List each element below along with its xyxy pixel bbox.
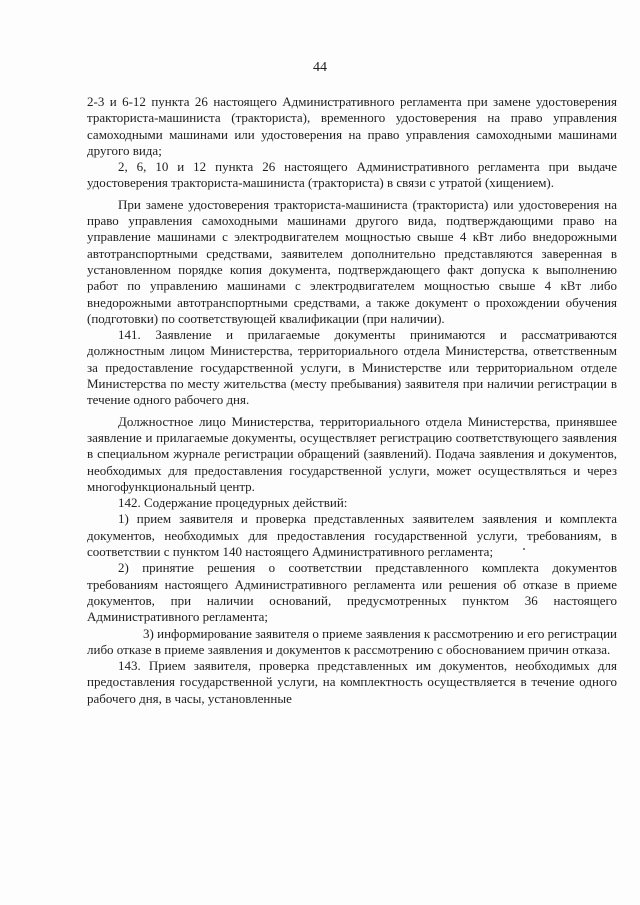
paragraph-142-item-1: 1) прием заявителя и проверка представленных заявителем заявления и комплекта документов, необходимых для предоставления государственной услуги, требованиям, в соответствии с пунктом 140 настоящего Административного регламента; [87,511,617,560]
scan-speck [523,548,525,550]
document-body [87,94,617,707]
page-number: 44 [313,60,327,75]
paragraph-142-item-2: 2) принятие решения о соответствии представленного комплекта документов требованиям настоящего Административного регламента или решения об отказе в приеме документов, при наличии оснований, предусмотренных пунктом 36 настоящего Административного регламента; [87,560,617,625]
paragraph-items-2-6-10-12: 2, 6, 10 и 12 пункта 26 настоящего Административного регламента при выдаче удостоверения тракториста-машиниста (тракториста) в связи с утратой (хищением). [87,159,617,191]
paragraph-142-heading: 142. Содержание процедурных действий: [118,495,348,511]
paragraph-replacement-conditions: При замене удостоверения тракториста-машиниста (тракториста) или удостоверения на право управления самоходными машинами другого вида, подтверждающими право на управление машинами с электродвигателем мощностью свыше 4 кВт либо внедорожными автотранспортными средствами, заявителем дополнительно представляются заверенная в установленном порядке копия документа, подтверждающего факт допуска к выполнению работ по управлению машинами с электродвигателем мощностью свыше 4 кВт либо внедорожными автотранспортными средствами, а также документ о прохождении обучения (подготовки) по соответствующей квалификации (при наличии). [87,196,617,326]
paragraph-141: 141. Заявление и прилагаемые документы принимаются и рассматриваются должностным лицом Министерства, территориального отдела Министерства, ответственным за предоставление государственной услуги, в Министерстве или территориальном отделе Министерства по месту жительства (месту пребывания) заявителя при наличии регистрации в течение одного рабочего дня. [87,327,617,408]
paragraph-continuation-items-2-3-6-12: 2-3 и 6-12 пункта 26 настоящего Административного регламента при замене удостоверения тракториста-машиниста (тракториста), временного удостоверения на право управления самоходными машинами или удостоверения на право управления самоходными машинами другого вида; [87,94,617,158]
paragraph-registration: Должностное лицо Министерства, территориального отдела Министерства, принявшее заявление и прилагаемые документы, осуществляет регистрацию соответствующего заявления в специальном журнале регистрации обращений (заявлений). Подача заявления и документов, необходимых для предоставления государственной услуги, может осуществляться и через многофункциональный центр. [87,413,617,494]
paragraph-142-item-3: 3) информирование заявителя о приеме заявления к рассмотрению и его регистрации либо отказе в приеме заявления и документов к рассмотрению с обоснованием причин отказа. [87,625,617,657]
paragraph-143: 143. Прием заявителя, проверка представленных им документов, необходимых для предоставления государственной услуги, на комплектность осуществляется в течение одного рабочего дня, в часы, установленные [87,658,617,706]
